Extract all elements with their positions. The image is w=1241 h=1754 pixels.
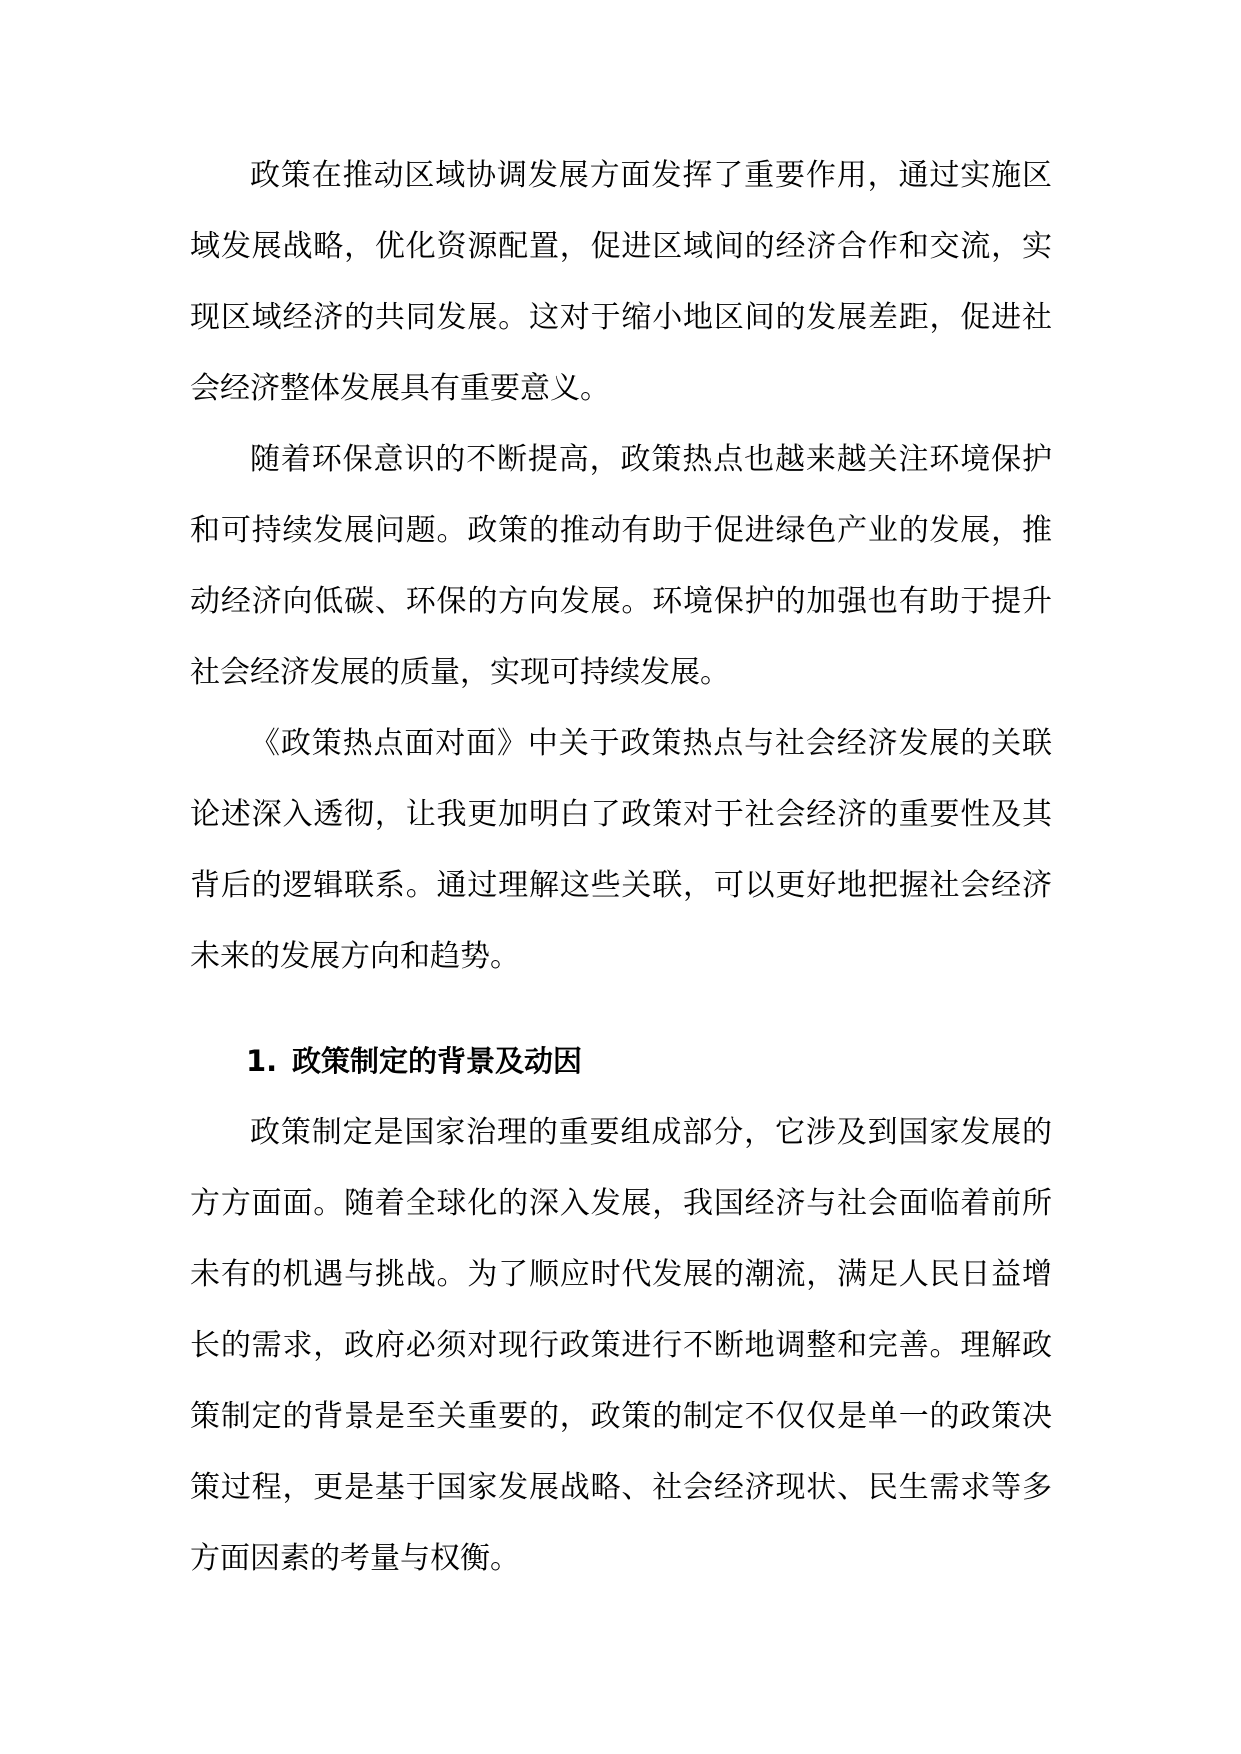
paragraph-environmental-protection: 随着环保意识的不断提高，政策热点也越来越关注环境保护和可持续发展问题。政策的推动有助于促进绿色产业的发展，推动经济向低碳、环保的方向发展。环境保护的加强也有助于提升社会经济发展的质量，实现可持续发展。	[190, 442, 1052, 690]
section-title: 政策制定的背景及动因	[292, 1044, 583, 1078]
paragraph-policy-hotspots-review: 《政策热点面对面》中关于政策热点与社会经济发展的关联论述深入透彻，让我更加明白了政策对于社会经济的重要性及其背后的逻辑联系。通过理解这些关联，可以更好地把握社会经济未来的发展方向和趋势。	[190, 726, 1052, 974]
paragraph-policy-background: 政策制定是国家治理的重要组成部分，它涉及到国家发展的方方面面。随着全球化的深入发展，我国经济与社会面临着前所未有的机遇与挑战。为了顺应时代发展的潮流，满足人民日益增长的需求，政府必须对现行政策进行不断地调整和完善。理解政策制定的背景是至关重要的，政策的制定不仅仅是单一的政策决策过程，更是基于国家发展战略、社会经济现状、民生需求等多方面因素的考量与权衡。	[190, 1115, 1052, 1576]
paragraph-regional-development: 政策在推动区域协调发展方面发挥了重要作用，通过实施区域发展战略，优化资源配置，促进区域间的经济合作和交流，实现区域经济的共同发展。这对于缩小地区间的发展差距，促进社会经济整体发展具有重要意义。	[190, 158, 1052, 406]
document-body	[190, 140, 1052, 1594]
section-heading	[190, 1026, 1052, 1097]
section-number: 1.	[246, 1044, 278, 1078]
